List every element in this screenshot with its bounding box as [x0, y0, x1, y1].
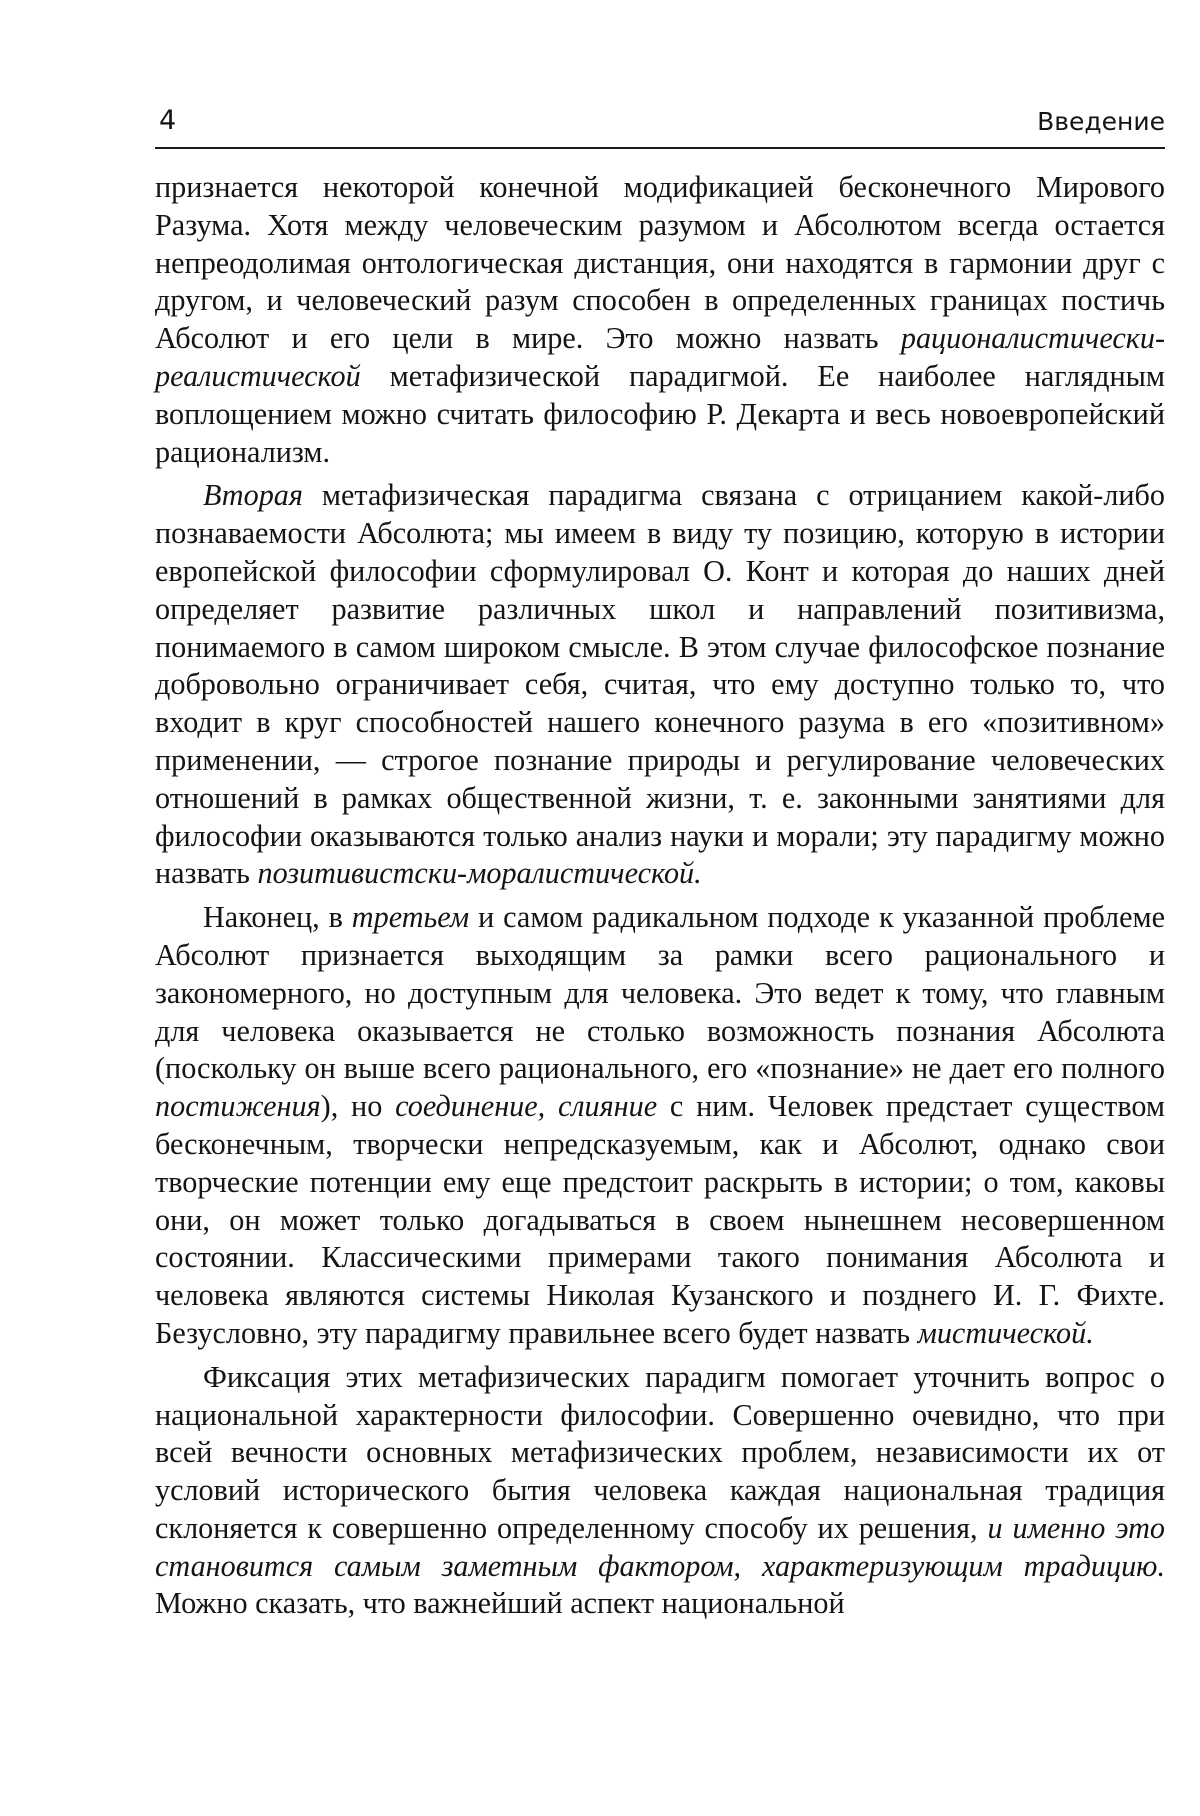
italic-text: третьем: [351, 900, 470, 935]
paragraph-3: [155, 899, 1165, 1353]
paragraph-1: [155, 169, 1165, 471]
text-run: Наконец, в: [203, 900, 352, 935]
text-run: метафизическая парадигма связана с отрицанием какой-либо познаваемости Абсолюта; мы имеем в виду ту позицию, которую в истории европейской философии сформулировал О. Конт и которая до наших дней определяет развитие различных школ и направлений позитивизма, понимаемого в самом широком смысле. В этом случае философское познание добровольно ограничивает себя, считая, что ему доступно только то, что входит в круг способностей нашего конечного разума в его «позитивном» применении, — строгое познание природы и регулирование человеческих отношений в рамках общественной жизни, т. е. законными занятиями для философии оказываются только анализ науки и морали; эту парадигму можно назвать: [155, 478, 1165, 891]
italic-text: Вторая: [203, 478, 303, 513]
text-run: метафизической парадигмой. Ее наиболее наглядным воплощением можно считать философию Р. Декарта и весь новоевропейский рационализм.: [155, 358, 1165, 469]
italic-text: позитивистски-моралистической.: [257, 856, 702, 891]
text-run: признается некоторой конечной модификацией бесконечного Мирового Разума. Хотя между человеческим разумом и Абсолютом всегда остается непреодолимая онтологическая дистанция, они находятся в гармонии друг с другом, и человеческий разум способен в определенных границах постичь Абсолют и его цели в мире. Это можно назвать: [155, 170, 1165, 356]
italic-text: рационалистически-реалистической: [155, 321, 1165, 393]
book-page: [155, 105, 1165, 1629]
text-run: Можно сказать, что важнейший аспект национальной: [155, 1586, 845, 1621]
section-title: Введение: [1037, 107, 1165, 136]
body-text: [155, 169, 1165, 1623]
italic-text: постижения: [155, 1089, 321, 1124]
running-head: [155, 105, 1165, 149]
text-run: ), но: [320, 1089, 396, 1124]
text-run: с ним. Человек предстает существом бесконечным, творчески непредсказуемым, как и Абсолют, однако свои творческие потенции ему еще предстоит раскрыть в истории; о том, каковы они, он может только догадываться в своем нынешнем несовершенном состоянии. Классическими примерами такого понимания Абсолюта и человека являются системы Николая Кузанского и позднего И. Г. Фихте. Безусловно, эту парадигму правильнее всего будет назвать: [155, 1089, 1166, 1350]
italic-text: и именно это становится самым заметным фактором, характеризующим традицию.: [155, 1510, 1166, 1583]
paragraph-4: [155, 1359, 1165, 1624]
page-number: 4: [159, 105, 177, 136]
italic-text: соединение, слияние: [395, 1089, 658, 1124]
text-run: и самом радикальном подходе к указанной проблеме Абсолют признается выходящим за рамки всего рационального и закономерного, но доступным для человека. Это ведет к тому, что главным для человека оказывается не столько возможность познания Абсолюта (поскольку он выше всего рационального, его «познание» не дает его полного: [155, 900, 1165, 1086]
italic-text: мистической.: [917, 1315, 1094, 1350]
text-run: Фиксация этих метафизических парадигм помогает уточнить вопрос о национальной характерности философии. Совершенно очевидно, что при всей вечности основных метафизических проблем, независимости их от условий исторического бытия человека каждая национальная традиция склоняется к совершенно определенному способу их решения,: [155, 1359, 1165, 1545]
paragraph-2: [155, 477, 1165, 893]
